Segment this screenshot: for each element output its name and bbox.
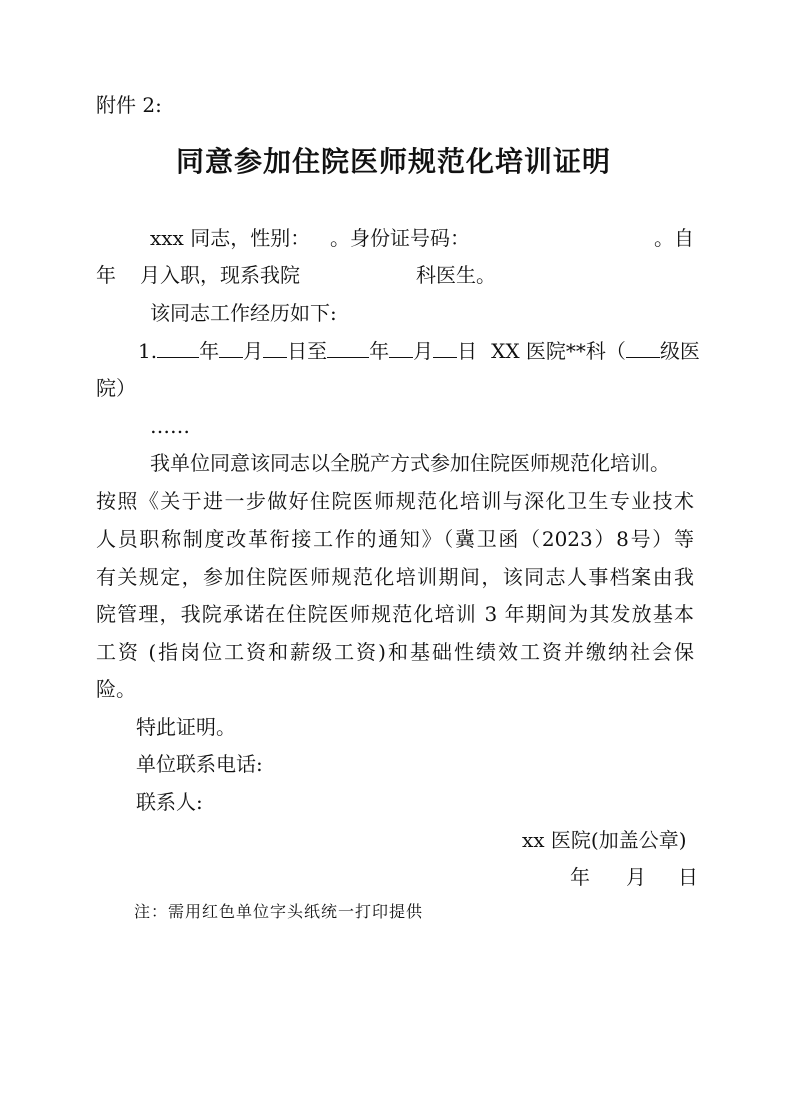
history-item-1-cont: 院） bbox=[96, 376, 136, 400]
intro-id-label: 。身份证号码： bbox=[330, 226, 470, 250]
blank-start-day bbox=[263, 339, 287, 358]
intro-month-join: 月入职，现系我院 bbox=[140, 263, 300, 287]
body-line-5: 院管理，我院承诺在住院医师规范化培训 3 年期间为其发放基本 bbox=[96, 602, 694, 626]
page-title: 同意参加住院医师规范化培训证明 bbox=[175, 145, 611, 178]
attachment-label: 附件 2: bbox=[96, 93, 162, 117]
body-line-3: 人员职称制度改革衔接工作的通知》（冀卫函（2023）8号）等 bbox=[96, 527, 694, 551]
ellipsis: …… bbox=[150, 414, 190, 438]
history-hospital: XX 医院**科（ bbox=[491, 339, 626, 363]
blank-start-month bbox=[219, 339, 243, 358]
intro-year: 年 bbox=[96, 263, 116, 287]
history-day2: 日 bbox=[457, 339, 478, 363]
body-line-4: 有关规定，参加住院医师规范化培训期间，该同志人事档案由我 bbox=[96, 565, 694, 589]
body-line-2: 按照《关于进一步做好住院医师规范化培训与深化卫生专业技术 bbox=[96, 489, 694, 513]
footnote: 注：需用红色单位字头纸统一打印提供 bbox=[134, 902, 424, 921]
history-item-1 bbox=[138, 339, 700, 363]
date-month: 月 bbox=[626, 865, 646, 889]
history-label: 该同志工作经历如下: bbox=[150, 301, 337, 325]
body-line-1: 我单位同意该同志以全脱产方式参加住院医师规范化培训。 bbox=[150, 451, 670, 475]
intro-name-gender: xxx 同志，性别： bbox=[150, 226, 311, 250]
body-line-7: 险。 bbox=[96, 677, 136, 701]
blank-end-day bbox=[433, 339, 457, 358]
certify-text: 特此证明。 bbox=[136, 715, 236, 739]
date-year: 年 bbox=[570, 865, 590, 889]
date-day: 日 bbox=[678, 865, 698, 889]
history-index: 1. bbox=[138, 339, 158, 363]
seal-label: xx 医院(加盖公章) bbox=[522, 828, 687, 852]
blank-end-year bbox=[327, 339, 369, 358]
history-level: 级医 bbox=[659, 339, 700, 363]
history-month2: 月 bbox=[413, 339, 434, 363]
contact-label: 联系人: bbox=[136, 790, 203, 814]
blank-level bbox=[626, 339, 660, 358]
blank-end-month bbox=[389, 339, 413, 358]
history-month1: 月 bbox=[243, 339, 264, 363]
intro-dept-doctor: 科医生。 bbox=[416, 263, 496, 287]
blank-start-year bbox=[157, 339, 199, 358]
phone-label: 单位联系电话: bbox=[136, 752, 263, 776]
history-day1: 日至 bbox=[287, 339, 328, 363]
body-line-6: 工资 (指岗位工资和薪级工资)和基础性绩效工资并缴纳社会保 bbox=[96, 640, 694, 664]
history-year1: 年 bbox=[199, 339, 220, 363]
history-year2: 年 bbox=[369, 339, 390, 363]
intro-from-label: 。自 bbox=[654, 226, 694, 250]
